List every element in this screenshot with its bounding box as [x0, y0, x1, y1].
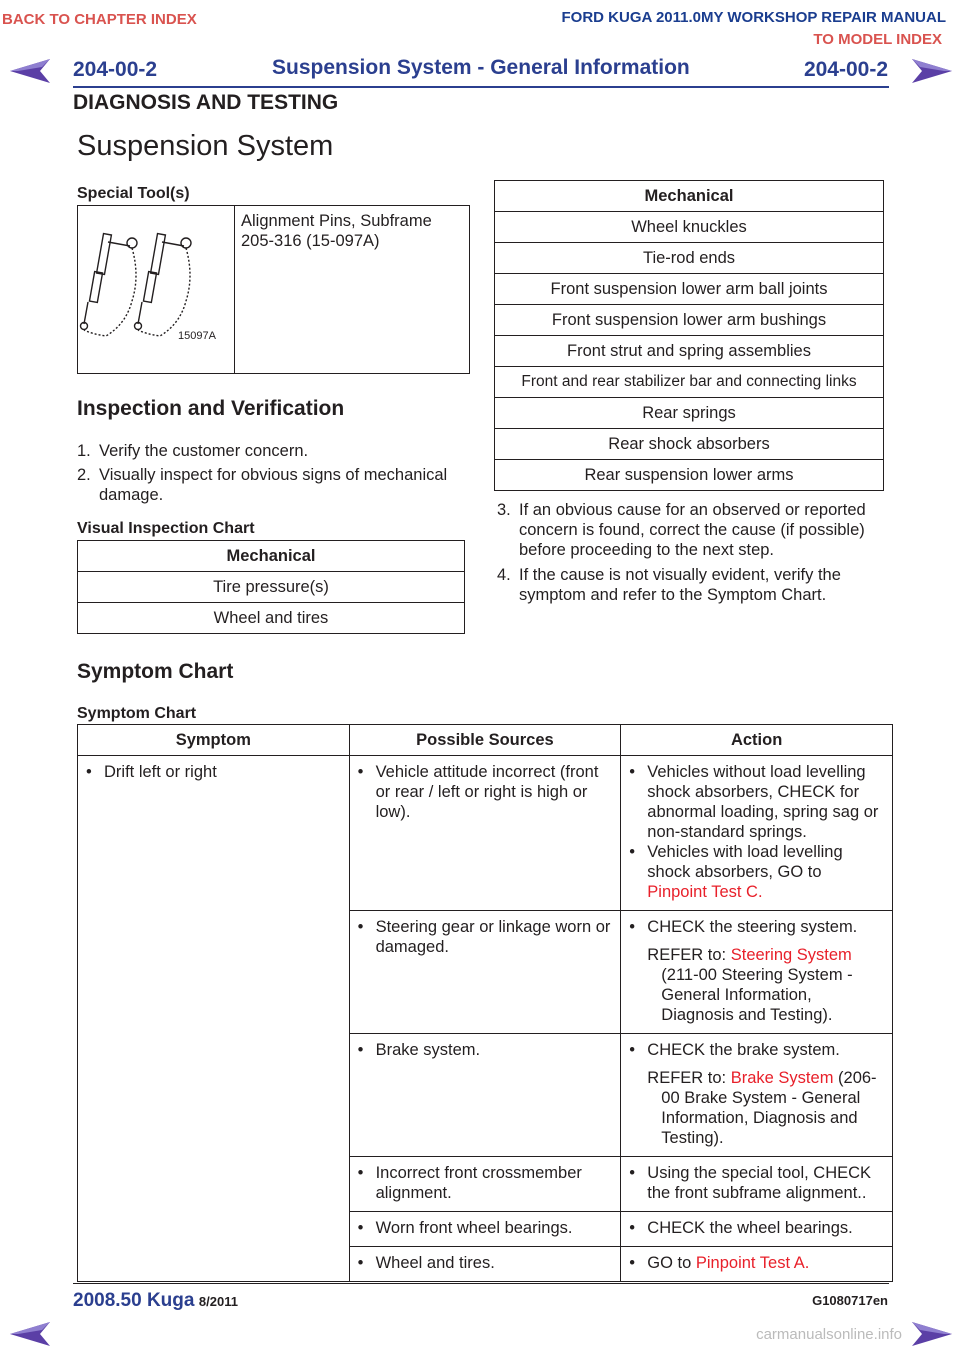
page-title: Suspension System	[77, 130, 334, 162]
action-text: CHECK the brake system.	[647, 1041, 840, 1059]
prev-page-arrow-icon[interactable]	[8, 55, 52, 87]
visual-inspection-table-right	[494, 180, 884, 491]
symptom-heading: Symptom Chart	[77, 660, 234, 683]
section-title: DIAGNOSIS AND TESTING	[73, 91, 339, 114]
action-text: Vehicles with load levelling shock absorbers, GO to	[647, 843, 843, 881]
source-text: Worn front wheel bearings.	[375, 1219, 573, 1237]
right-table-row: Front and rear stabilizer bar and connecting links	[495, 367, 884, 398]
header-code-left: 204-00-2	[73, 58, 158, 81]
source-cell	[349, 1034, 621, 1157]
footer-model: 2008.50 Kuga	[73, 1290, 195, 1311]
right-table-row: Front suspension lower arm ball joints	[495, 274, 884, 305]
step-4	[497, 565, 889, 605]
next-page-arrow-icon[interactable]	[910, 55, 954, 87]
back-to-chapter-index-link[interactable]: BACK TO CHAPTER INDEX	[2, 11, 197, 28]
bullet: •	[629, 843, 636, 861]
bullet: •	[357, 763, 364, 781]
header-rule	[73, 86, 889, 88]
col-header-sources: Possible Sources	[349, 725, 621, 756]
bullet: •	[357, 1219, 364, 1237]
action-text: CHECK the steering system.	[647, 918, 858, 936]
action-text: CHECK the wheel bearings.	[647, 1219, 853, 1237]
left-table-row: Tire pressure(s)	[78, 572, 465, 603]
symptom-table	[77, 724, 893, 1282]
bullet: •	[86, 763, 92, 781]
right-table-row: Front suspension lower arm bushings	[495, 305, 884, 336]
action-text: GO to	[647, 1254, 692, 1272]
inspection-steps	[77, 441, 467, 505]
visual-inspection-table-left	[77, 540, 465, 634]
source-text: Steering gear or linkage worn or damaged.	[375, 918, 611, 956]
tool-image-code: 15097A	[178, 330, 216, 342]
source-text: Wheel and tires.	[375, 1254, 495, 1272]
right-table-row: Tie-rod ends	[495, 243, 884, 274]
manual-title: FORD KUGA 2011.0MY WORKSHOP REPAIR MANUAL	[561, 9, 946, 26]
header-title: Suspension System - General Information	[272, 56, 690, 79]
step-1-text: Verify the customer concern.	[99, 442, 309, 460]
refer-rest: (211-00 Steering System - General Information, Diagnosis and Testing).	[661, 966, 853, 1024]
table-row	[78, 756, 893, 911]
symptom-table-label: Symptom Chart	[77, 705, 197, 722]
footer-model-block	[73, 1290, 238, 1312]
symptom-cell	[78, 756, 350, 1282]
prev-page-arrow-icon[interactable]	[8, 1318, 52, 1350]
special-tools-label: Special Tool(s)	[77, 185, 190, 202]
visual-inspection-chart-label: Visual Inspection Chart	[77, 520, 255, 537]
source-text: Vehicle attitude incorrect (front or rear / left or right is high or low).	[375, 763, 599, 821]
action-cell	[621, 1247, 893, 1282]
step-1	[77, 441, 467, 461]
footer-date: 8/2011	[198, 1294, 238, 1309]
step-2	[77, 465, 467, 505]
footer-rule	[73, 1283, 889, 1284]
action-text: Vehicles without load levelling shock absorbers, CHECK for abnormal loading, spring sag or non-standard springs.	[647, 763, 879, 841]
source-cell	[349, 1212, 621, 1247]
left-table-header: Mechanical	[78, 541, 465, 572]
source-text: Brake system.	[375, 1041, 481, 1059]
bullet: •	[357, 1164, 364, 1182]
source-cell	[349, 911, 621, 1034]
tool-image-cell	[78, 206, 235, 374]
pinpoint-test-c-link[interactable]: Pinpoint Test C.	[647, 883, 763, 901]
source-cell	[349, 1247, 621, 1282]
right-table-row: Wheel knuckles	[495, 212, 884, 243]
alignment-pins-image	[78, 206, 234, 368]
right-table-header: Mechanical	[495, 181, 884, 212]
tool-number: 205-316 (15-097A)	[241, 232, 380, 250]
refer-rest: (206-00 Brake System - General Information, Diagnosis and Testing).	[661, 1069, 877, 1147]
action-cell	[621, 1212, 893, 1247]
to-model-index-link[interactable]: TO MODEL INDEX	[813, 31, 942, 48]
step-4-text: If the cause is not visually evident, verify the symptom and refer to the Symptom Chart.	[519, 566, 841, 604]
header-code-right: 204-00-2	[803, 58, 888, 81]
step-2-num: 2.	[77, 466, 91, 484]
special-tools-table	[77, 205, 470, 374]
step-1-num: 1.	[77, 442, 91, 460]
action-text: Using the special tool, CHECK the front subframe alignment..	[647, 1164, 872, 1202]
right-table-row: Rear springs	[495, 398, 884, 429]
bullet: •	[629, 1164, 636, 1182]
tool-name: Alignment Pins, Subframe	[241, 212, 432, 230]
step-3	[497, 500, 889, 560]
tool-desc-cell	[235, 206, 470, 374]
right-table-row: Rear shock absorbers	[495, 429, 884, 460]
watermark: carmanualsonline.info	[756, 1326, 902, 1343]
source-cell	[349, 1157, 621, 1212]
next-page-arrow-icon[interactable]	[910, 1318, 954, 1350]
pinpoint-test-a-link[interactable]: Pinpoint Test A.	[695, 1254, 810, 1272]
bullet: •	[629, 1041, 636, 1059]
inspection-steps-after	[497, 500, 889, 605]
col-header-symptom: Symptom	[78, 725, 350, 756]
action-cell	[621, 1157, 893, 1212]
steering-system-link[interactable]: Steering System	[730, 946, 852, 964]
inspection-heading: Inspection and Verification	[77, 397, 345, 420]
step-3-text: If an obvious cause for an observed or reported concern is found, correct the cause (if possible) before proceeding to the next step.	[519, 501, 866, 559]
bullet: •	[629, 1219, 636, 1237]
refer-prefix: REFER to:	[647, 946, 727, 964]
step-4-num: 4.	[497, 566, 511, 584]
bullet: •	[629, 918, 636, 936]
step-3-num: 3.	[497, 501, 511, 519]
bullet: •	[357, 918, 364, 936]
bullet: •	[629, 763, 636, 781]
action-cell	[621, 911, 893, 1034]
footer-code: G1080717en	[812, 1293, 888, 1308]
source-cell	[349, 756, 621, 911]
left-table-row: Wheel and tires	[78, 603, 465, 634]
right-table-row: Rear suspension lower arms	[495, 460, 884, 491]
brake-system-link[interactable]: Brake System	[730, 1069, 834, 1087]
bullet: •	[357, 1254, 364, 1272]
bullet: •	[629, 1254, 636, 1272]
symptom-text: Drift left or right	[104, 763, 217, 781]
bullet: •	[357, 1041, 364, 1059]
refer-prefix: REFER to:	[647, 1069, 727, 1087]
step-2-text: Visually inspect for obvious signs of mechanical damage.	[99, 466, 448, 504]
col-header-action: Action	[621, 725, 893, 756]
action-cell	[621, 1034, 893, 1157]
right-table-row: Front strut and spring assemblies	[495, 336, 884, 367]
action-cell	[621, 756, 893, 911]
source-text: Incorrect front crossmember alignment.	[375, 1164, 582, 1202]
